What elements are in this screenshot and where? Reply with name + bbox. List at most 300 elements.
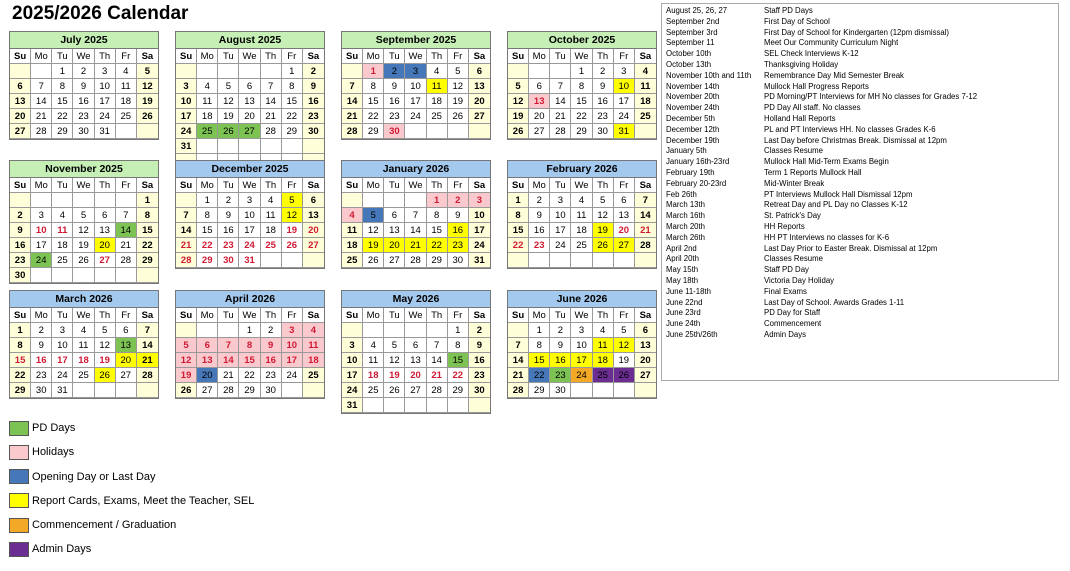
empty-cell <box>342 323 363 338</box>
day-cell: 3 <box>614 64 635 79</box>
weekday-header: Tu <box>52 49 73 64</box>
event-text: Staff PD Day <box>764 265 809 275</box>
event-date: September 2nd <box>666 16 720 26</box>
day-cell: 17 <box>176 109 197 124</box>
event-row <box>666 38 1054 49</box>
day-cell: 20 <box>614 223 635 238</box>
legend-item-pd <box>9 419 254 437</box>
empty-cell <box>137 383 158 398</box>
day-cell: 30 <box>593 124 614 139</box>
weekday-header: Fr <box>448 49 469 64</box>
weekday-header: Sa <box>137 49 158 64</box>
event-date: June 11-18th <box>666 286 711 296</box>
empty-cell <box>405 398 426 413</box>
empty-cell <box>218 323 239 338</box>
day-cell: 30 <box>261 383 282 398</box>
event-date: January 16th-23rd <box>666 157 730 167</box>
day-cell: 8 <box>197 208 218 223</box>
day-cell: 20 <box>529 109 550 124</box>
event-row <box>666 211 1054 222</box>
event-date: September 11 <box>666 38 715 48</box>
day-cell: 17 <box>405 94 426 109</box>
day-cell: 8 <box>363 79 384 94</box>
event-row <box>666 254 1054 265</box>
weekday-header: Th <box>427 308 448 323</box>
month-june-2026 <box>507 290 657 399</box>
day-cell: 26 <box>614 368 635 383</box>
day-cell: 21 <box>218 368 239 383</box>
day-cell: 15 <box>10 353 31 368</box>
day-cell: 26 <box>95 368 116 383</box>
event-date: May 18th <box>666 275 699 285</box>
day-cell: 11 <box>73 338 94 353</box>
event-row <box>666 168 1054 179</box>
day-cell: 4 <box>303 323 324 338</box>
day-cell: 29 <box>363 124 384 139</box>
day-cell: 22 <box>508 238 529 253</box>
day-cell: 16 <box>550 353 571 368</box>
event-row <box>666 244 1054 255</box>
day-cell: 25 <box>593 368 614 383</box>
day-cell: 10 <box>342 353 363 368</box>
day-cell: 7 <box>635 193 656 208</box>
weekday-header: Sa <box>635 49 656 64</box>
day-cell: 26 <box>363 253 384 268</box>
day-cell: 30 <box>303 124 324 139</box>
legend-item-adm <box>9 540 254 558</box>
day-cell: 23 <box>303 109 324 124</box>
day-cell: 16 <box>303 94 324 109</box>
day-cell: 19 <box>614 353 635 368</box>
month-title: August 2025 <box>176 32 324 49</box>
event-date: November 14th <box>666 81 720 91</box>
empty-cell <box>508 253 529 268</box>
legend-label: PD Days <box>32 422 76 434</box>
event-row <box>666 190 1054 201</box>
legend-swatch <box>9 518 29 533</box>
day-cell: 14 <box>427 353 448 368</box>
day-cell: 22 <box>363 109 384 124</box>
event-date: January 5th <box>666 146 707 156</box>
day-cell: 18 <box>635 94 656 109</box>
day-cell: 13 <box>614 208 635 223</box>
month-august-2025 <box>175 31 325 170</box>
day-cell: 30 <box>469 383 490 398</box>
event-date: October 10th <box>666 49 712 59</box>
event-text: Meet Our Community Curriculum Night <box>764 38 899 48</box>
event-text: Admin Days <box>764 329 807 339</box>
day-cell: 14 <box>635 208 656 223</box>
empty-cell <box>448 124 469 139</box>
day-cell: 13 <box>10 94 31 109</box>
month-november-2025 <box>9 160 159 284</box>
month-may-2026 <box>341 290 491 414</box>
event-date: February 20-23rd <box>666 178 727 188</box>
day-cell: 12 <box>508 94 529 109</box>
empty-cell <box>73 193 94 208</box>
weekday-header: Tu <box>384 49 405 64</box>
empty-cell <box>635 124 656 139</box>
day-cell: 20 <box>635 353 656 368</box>
day-cell: 8 <box>448 338 469 353</box>
empty-cell <box>508 323 529 338</box>
month-february-2026 <box>507 160 657 269</box>
empty-cell <box>197 139 218 154</box>
weekday-header: Sa <box>469 308 490 323</box>
weekday-header: Th <box>261 308 282 323</box>
weekday-header: Sa <box>303 178 324 193</box>
month-title: July 2025 <box>10 32 158 49</box>
empty-cell <box>469 124 490 139</box>
empty-cell <box>427 398 448 413</box>
day-cell: 1 <box>137 193 158 208</box>
day-cell: 10 <box>176 94 197 109</box>
day-cell: 31 <box>176 139 197 154</box>
day-cell: 25 <box>571 238 592 253</box>
day-cell: 22 <box>282 109 303 124</box>
weekday-header: We <box>239 178 260 193</box>
legend-swatch <box>9 445 29 460</box>
weekday-header: Mo <box>529 178 550 193</box>
day-cell: 20 <box>95 238 116 253</box>
empty-cell <box>31 193 52 208</box>
day-cell: 27 <box>635 368 656 383</box>
day-cell: 14 <box>508 353 529 368</box>
day-cell: 6 <box>303 193 324 208</box>
legend-label: Report Cards, Exams, Meet the Teacher, SEL <box>32 494 255 507</box>
day-cell: 4 <box>635 64 656 79</box>
weekday-header: Mo <box>363 178 384 193</box>
weekday-header: Fr <box>116 49 137 64</box>
weekday-header: Th <box>593 308 614 323</box>
day-cell: 25 <box>261 238 282 253</box>
empty-cell <box>218 64 239 79</box>
day-cell: 17 <box>95 94 116 109</box>
day-cell: 13 <box>529 94 550 109</box>
event-row <box>666 82 1054 93</box>
day-cell: 7 <box>427 338 448 353</box>
day-cell: 29 <box>282 124 303 139</box>
day-cell: 14 <box>31 94 52 109</box>
legend-label: Admin Days <box>32 543 92 556</box>
event-text: Last Day before Christmas Break. Dismissal at 12pm <box>764 135 947 145</box>
day-cell: 23 <box>529 238 550 253</box>
event-row <box>666 28 1054 39</box>
day-cell: 12 <box>73 223 94 238</box>
event-row <box>666 17 1054 28</box>
day-cell: 16 <box>448 223 469 238</box>
day-cell: 20 <box>197 368 218 383</box>
month-title: April 2026 <box>176 291 324 308</box>
day-cell: 10 <box>239 208 260 223</box>
empty-cell <box>31 268 52 283</box>
empty-cell <box>384 323 405 338</box>
event-text: Staff PD Days <box>764 6 813 15</box>
event-date: November 24th <box>666 103 720 113</box>
day-cell: 22 <box>239 368 260 383</box>
day-cell: 18 <box>363 368 384 383</box>
day-cell: 26 <box>282 238 303 253</box>
day-cell: 12 <box>95 338 116 353</box>
day-cell: 8 <box>239 338 260 353</box>
day-cell: 27 <box>469 109 490 124</box>
weekday-header: Th <box>95 308 116 323</box>
empty-cell <box>137 268 158 283</box>
day-cell: 1 <box>508 193 529 208</box>
day-cell: 7 <box>31 79 52 94</box>
day-cell: 2 <box>303 64 324 79</box>
day-cell: 22 <box>448 368 469 383</box>
legend-label: Holidays <box>32 446 75 459</box>
weekday-header: We <box>73 178 94 193</box>
empty-cell <box>116 268 137 283</box>
day-cell: 15 <box>529 353 550 368</box>
day-cell: 7 <box>218 338 239 353</box>
day-cell: 10 <box>405 79 426 94</box>
weekday-header: We <box>73 49 94 64</box>
day-cell: 23 <box>261 368 282 383</box>
day-cell: 13 <box>469 79 490 94</box>
day-cell: 31 <box>342 398 363 413</box>
day-cell: 17 <box>239 223 260 238</box>
day-cell: 4 <box>427 64 448 79</box>
day-cell: 7 <box>176 208 197 223</box>
event-date: March 16th <box>666 211 706 221</box>
event-text: Retreat Day and PL Day no Classes K-12 <box>764 200 908 210</box>
weekday-header: Su <box>10 178 31 193</box>
event-row <box>666 157 1054 168</box>
weekday-header: Su <box>176 308 197 323</box>
day-cell: 27 <box>529 124 550 139</box>
day-cell: 25 <box>52 253 73 268</box>
weekday-header: Mo <box>31 308 52 323</box>
day-cell: 8 <box>508 208 529 223</box>
empty-cell <box>176 64 197 79</box>
event-date: September 3rd <box>666 27 718 37</box>
day-cell: 4 <box>342 208 363 223</box>
day-cell: 14 <box>116 223 137 238</box>
month-september-2025 <box>341 31 491 140</box>
day-cell: 10 <box>550 208 571 223</box>
event-date: December 19th <box>666 135 720 145</box>
day-cell: 20 <box>384 238 405 253</box>
event-date: June 22nd <box>666 297 703 307</box>
day-cell: 2 <box>593 64 614 79</box>
day-cell: 6 <box>10 79 31 94</box>
day-cell: 21 <box>508 368 529 383</box>
day-cell: 5 <box>137 64 158 79</box>
day-cell: 19 <box>363 238 384 253</box>
day-cell: 11 <box>342 223 363 238</box>
day-cell: 11 <box>52 223 73 238</box>
day-cell: 28 <box>137 368 158 383</box>
day-cell: 3 <box>31 208 52 223</box>
day-cell: 25 <box>197 124 218 139</box>
empty-cell <box>303 383 324 398</box>
day-cell: 9 <box>384 79 405 94</box>
event-date: Feb 26th <box>666 189 697 199</box>
day-cell: 5 <box>363 208 384 223</box>
day-cell: 28 <box>550 124 571 139</box>
day-cell: 26 <box>384 383 405 398</box>
empty-cell <box>73 383 94 398</box>
day-cell: 1 <box>282 64 303 79</box>
day-cell: 15 <box>137 223 158 238</box>
weekday-header: Su <box>10 49 31 64</box>
day-cell: 18 <box>571 223 592 238</box>
day-cell: 23 <box>10 253 31 268</box>
weekday-header: Su <box>342 178 363 193</box>
day-cell: 9 <box>529 208 550 223</box>
event-text: PD Morning/PT Interviews for MH No classes for Grades 7-12 <box>764 92 978 102</box>
day-cell: 8 <box>529 338 550 353</box>
day-cell: 31 <box>469 253 490 268</box>
day-cell: 18 <box>342 238 363 253</box>
day-cell: 16 <box>261 353 282 368</box>
day-cell: 29 <box>10 383 31 398</box>
day-cell: 17 <box>571 353 592 368</box>
event-row <box>666 179 1054 190</box>
day-cell: 24 <box>614 109 635 124</box>
day-cell: 20 <box>405 368 426 383</box>
weekday-header: Sa <box>635 178 656 193</box>
month-title: June 2026 <box>508 291 656 308</box>
event-date: April 20th <box>666 254 699 264</box>
legend-swatch <box>9 469 29 484</box>
day-cell: 5 <box>176 338 197 353</box>
weekday-header: Su <box>176 49 197 64</box>
day-cell: 23 <box>218 238 239 253</box>
day-cell: 6 <box>384 208 405 223</box>
day-cell: 24 <box>95 109 116 124</box>
weekday-header: Tu <box>384 308 405 323</box>
day-cell: 29 <box>239 383 260 398</box>
month-title: November 2025 <box>10 161 158 178</box>
day-cell: 8 <box>137 208 158 223</box>
weekday-header: Tu <box>52 308 73 323</box>
day-cell: 8 <box>571 79 592 94</box>
legend-swatch <box>9 542 29 557</box>
weekday-header: We <box>405 49 426 64</box>
day-cell: 9 <box>261 338 282 353</box>
day-cell: 1 <box>571 64 592 79</box>
day-cell: 11 <box>116 79 137 94</box>
event-row <box>666 92 1054 103</box>
event-date: June 23rd <box>666 308 701 318</box>
weekday-header: Su <box>508 178 529 193</box>
weekday-header: Tu <box>218 178 239 193</box>
event-text: Remembrance Day Mid Semester Break <box>764 70 904 80</box>
empty-cell <box>10 193 31 208</box>
empty-cell <box>550 64 571 79</box>
month-title: February 2026 <box>508 161 656 178</box>
day-cell: 8 <box>52 79 73 94</box>
day-cell: 12 <box>363 223 384 238</box>
day-cell: 28 <box>405 253 426 268</box>
empty-cell <box>261 253 282 268</box>
day-cell: 12 <box>448 79 469 94</box>
month-december-2025 <box>175 160 325 269</box>
day-cell: 21 <box>635 223 656 238</box>
day-cell: 6 <box>239 79 260 94</box>
event-row <box>666 6 1054 17</box>
empty-cell <box>427 323 448 338</box>
event-text: Thanksgiving Holiday <box>764 59 839 69</box>
event-date: May 15th <box>666 265 699 275</box>
day-cell: 14 <box>405 223 426 238</box>
day-cell: 12 <box>176 353 197 368</box>
event-row <box>666 308 1054 319</box>
day-cell: 16 <box>593 94 614 109</box>
day-cell: 14 <box>342 94 363 109</box>
event-row <box>666 287 1054 298</box>
empty-cell <box>95 383 116 398</box>
day-cell: 16 <box>73 94 94 109</box>
day-cell: 5 <box>282 193 303 208</box>
day-cell: 26 <box>593 238 614 253</box>
day-cell: 16 <box>31 353 52 368</box>
day-cell: 25 <box>363 383 384 398</box>
day-cell: 6 <box>405 338 426 353</box>
event-text: First Day of School for Kindergarten (12pm dismissal) <box>764 27 950 37</box>
day-cell: 13 <box>635 338 656 353</box>
event-row <box>666 200 1054 211</box>
day-cell: 4 <box>116 64 137 79</box>
day-cell: 25 <box>73 368 94 383</box>
day-cell: 4 <box>197 79 218 94</box>
day-cell: 22 <box>137 238 158 253</box>
day-cell: 26 <box>218 124 239 139</box>
day-cell: 23 <box>469 368 490 383</box>
weekday-header: Tu <box>550 49 571 64</box>
weekday-header: Fr <box>614 308 635 323</box>
day-cell: 12 <box>384 353 405 368</box>
day-cell: 24 <box>571 368 592 383</box>
events-list <box>661 3 1059 381</box>
weekday-header: We <box>571 308 592 323</box>
day-cell: 28 <box>261 124 282 139</box>
day-cell: 8 <box>10 338 31 353</box>
weekday-header: Fr <box>448 308 469 323</box>
day-cell: 1 <box>363 64 384 79</box>
weekday-header: Fr <box>282 178 303 193</box>
weekday-header: Sa <box>469 178 490 193</box>
day-cell: 27 <box>10 124 31 139</box>
weekday-header: We <box>73 308 94 323</box>
day-cell: 24 <box>469 238 490 253</box>
day-cell: 9 <box>303 79 324 94</box>
empty-cell <box>384 398 405 413</box>
day-cell: 15 <box>239 353 260 368</box>
event-row <box>666 330 1054 341</box>
day-cell: 1 <box>448 323 469 338</box>
day-cell: 17 <box>469 223 490 238</box>
day-cell: 2 <box>261 323 282 338</box>
legend-swatch <box>9 493 29 508</box>
event-date: March 26th <box>666 232 706 242</box>
day-cell: 28 <box>427 383 448 398</box>
weekday-header: Su <box>342 308 363 323</box>
day-cell: 16 <box>529 223 550 238</box>
weekday-header: Fr <box>282 49 303 64</box>
day-cell: 19 <box>282 223 303 238</box>
day-cell: 15 <box>197 223 218 238</box>
day-cell: 18 <box>73 353 94 368</box>
day-cell: 24 <box>52 368 73 383</box>
day-cell: 1 <box>10 323 31 338</box>
day-cell: 19 <box>137 94 158 109</box>
day-cell: 17 <box>282 353 303 368</box>
